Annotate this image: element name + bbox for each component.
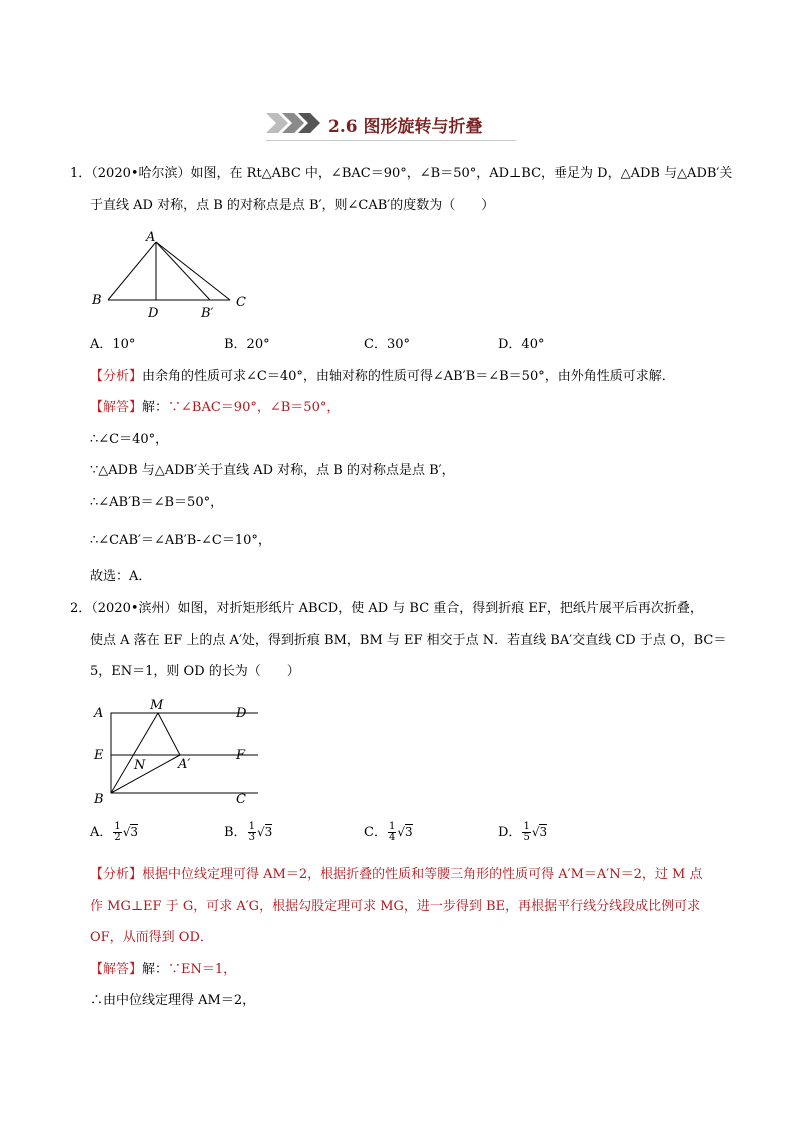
- q1-label-Bprime: B′: [201, 306, 214, 321]
- q2-step-1: ∴由中位线定理得 AM＝2，: [90, 993, 256, 1008]
- sqrt-icon: √3: [531, 825, 548, 839]
- q2-analysis-line1: [90, 866, 702, 884]
- q2-stem-line2: 使点 A 落在 EF 上的点 A′处，得到折痕 BM，BM 与 EF 相交于点 N．若直线 BA′交直线 CD 于点 O，BC＝: [90, 633, 727, 648]
- q2-analysis-line3: OF，从而得到 OD．: [90, 930, 213, 945]
- title-underline: [266, 140, 516, 141]
- q2-option-a: [90, 822, 138, 843]
- fraction: $\frac{1}{2}$: [114, 821, 121, 843]
- q1-option-b: B．20°: [224, 337, 270, 352]
- q2-label-D: D: [236, 706, 247, 721]
- page-title: 2.6 图形旋转与折叠: [328, 117, 483, 137]
- q1-answer-intro: 解：: [142, 400, 169, 415]
- q1-label-B: B: [92, 293, 102, 308]
- q1-option-a: A．10°: [90, 337, 136, 352]
- q1-step-2: ∵△ADB 与△ADB′关于直线 AD 对称，点 B 的对称点是点 B′，: [90, 463, 455, 478]
- q1-answer: [90, 399, 339, 417]
- q1-stem-line1: 1．（2020•哈尔滨）如图，在 Rt△ABC 中，∠BAC＝90°，∠B＝50°，AD⊥BC，垂足为 D，△ADB 与△ADB′关: [70, 166, 733, 181]
- q1-label-A: A: [146, 230, 156, 245]
- q2-label-F: F: [236, 748, 246, 763]
- q2-option-b: [224, 822, 272, 843]
- q2-option-c: [364, 822, 413, 843]
- q2-stem-line3: 5，EN＝1，则 OD 的长为（ ）: [90, 664, 300, 679]
- q1-analysis: [90, 368, 675, 386]
- q2-stem-line1: 2．（2020•滨州）如图，对折矩形纸片 ABCD，使 AD 与 BC 重合，得到折痕 EF，把纸片展平后再次折叠，: [70, 601, 703, 616]
- q2-answer-intro: 解：: [142, 962, 169, 977]
- q2-label-B: B: [94, 792, 104, 807]
- chevron-arrows-icon: [266, 110, 326, 136]
- sqrt-icon: √3: [256, 825, 273, 839]
- answer-label: 【解答】: [90, 400, 143, 415]
- q1-analysis-text: 由余角的性质可求∠C＝40°，由轴对称的性质可得∠AB′B＝∠B＝50°，由外角性质可求解．: [142, 369, 675, 384]
- q1-step-1: ∴∠C＝40°，: [90, 432, 169, 447]
- q1-step-5: 故选：A．: [90, 569, 152, 584]
- q2-figure-right-part: [88, 695, 258, 813]
- q2-answer: [90, 961, 236, 979]
- q1-option-d: D．40°: [498, 337, 545, 352]
- q2-label-N: N: [134, 758, 146, 773]
- q1-figure-triangle: [88, 228, 258, 323]
- q1-answer-given: ∵∠BAC＝90°，∠B＝50°，: [168, 400, 340, 415]
- fraction: $\frac{1}{5}$: [523, 821, 530, 843]
- analysis-label: 【分析】: [90, 369, 143, 384]
- q2-label-A: A: [94, 706, 104, 721]
- sqrt-icon: √3: [397, 825, 413, 839]
- q2-label-Aprime: A′: [178, 757, 191, 772]
- q1-step-3: ∴∠AB′B＝∠B＝50°，: [90, 495, 224, 510]
- q1-option-c: C．30°: [364, 337, 410, 352]
- answer-label: 【解答】: [90, 962, 143, 977]
- q2-label-C: C: [236, 792, 246, 807]
- q1-stem-line2: 于直线 AD 对称，点 B 的对称点是点 B′，则∠CAB′的度数为（ ）: [90, 198, 495, 213]
- fraction: $\frac{1}{4}$: [388, 821, 396, 843]
- q1-label-D: D: [148, 306, 159, 321]
- q2-option-a-letter: A．: [90, 825, 113, 840]
- q2-answer-given: ∵EN＝1，: [168, 962, 237, 977]
- analysis-label: 【分析】: [90, 867, 143, 882]
- fraction: $\frac{1}{3}$: [248, 821, 255, 843]
- q2-analysis-text-1: 根据中位线定理可得 AM＝2，根据折叠的性质和等腰三角形的性质可得 A′M＝A′N＝2，过 M 点: [142, 867, 703, 882]
- sqrt-icon: √3: [122, 825, 139, 839]
- q2-option-d-letter: D．: [498, 825, 522, 840]
- section-title: [266, 106, 516, 140]
- q2-label-M: M: [150, 698, 164, 713]
- q2-option-d: [498, 822, 547, 843]
- q2-label-E: E: [94, 748, 104, 763]
- q1-step-4: ∴∠CAB′＝∠AB′B-∠C＝10°，: [90, 533, 271, 548]
- q2-analysis-line2: 作 MG⊥EF 于 G，可求 A′G，根据勾股定理可求 MG，进一步得到 BE，再根据平行线分线段成比例可求: [90, 899, 701, 914]
- q2-option-c-letter: C．: [364, 825, 387, 840]
- q2-option-b-letter: B．: [224, 825, 247, 840]
- q1-label-C: C: [236, 295, 246, 310]
